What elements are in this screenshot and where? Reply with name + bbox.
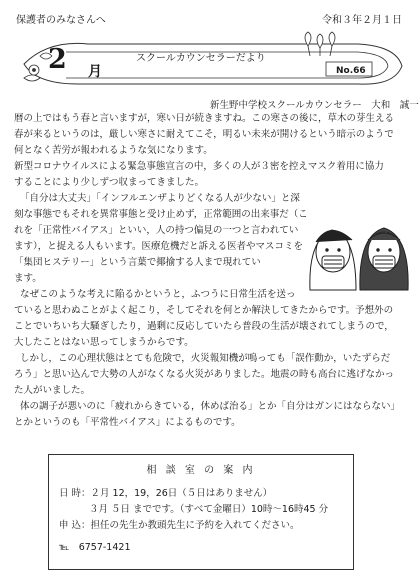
issue-number: No.66 [336, 66, 366, 76]
body-line: た人がいました。 [14, 385, 91, 396]
body-line: 「自分は大丈夫」「インフルエンザよりどくなる人が少ない」と深 [20, 193, 300, 204]
body-line: なぜこのような考えに陥るかというと，ふつうに日常生活を送っ [20, 289, 296, 300]
month-number: 2 [48, 44, 67, 75]
author-line: 新生野中学校スクールカウンセラー 大和 誠一 [210, 100, 419, 111]
body-line: 新型コロナウイルスによる緊急事態宣言の中，多くの人が３密を控えマスク着用に協力 [14, 161, 384, 172]
body-line: ていると思わぬことがよく起こり，そしてそれを何とか解決してきたからです。予想外の [14, 305, 394, 316]
consult-box-title: 相 談 室 の 案 内 [146, 465, 256, 476]
body-line: 何となく苦労が報われるような気になります。 [14, 145, 213, 156]
body-line: 刻な事態でもそれを異常事態と受け止めず，正常範囲の出来事だ（こ [14, 209, 308, 220]
body-line: しかし，この心理状態はとても危険で，火災報知機が鳴っても「誤作動か，いたずらだ [20, 353, 391, 364]
body-line: 大したことはない思ってしまうからです。 [14, 337, 194, 348]
masked-people-illustration [300, 200, 414, 296]
consult-tel: ℡ 6757-1421 [59, 542, 131, 553]
body-line: ことでいちいち大騒ぎしたり，過剰に反応していたら普段の生活が壊されてしまうので， [14, 321, 394, 332]
issue-date: 令和３年２月１日 [322, 15, 402, 26]
body-line: 体の調子が悪いのに「疲れからきている，休めば治る」とか「自分はガンにはならない」 [20, 401, 401, 412]
body-line: 暦の上ではもう春と言いますが，寒い日が続きますね。この寒さの後に，草木の芽生える [14, 113, 395, 124]
body-line: 「集団ヒステリー」という言葉で揶揄する人まで現れてい [14, 257, 261, 268]
recipient-line: 保護者のみなさんへ [16, 15, 106, 26]
newsletter-title: スクールカウンセラーだより [136, 53, 266, 64]
body-line: することにより少しずつ収まってきました。 [14, 177, 205, 188]
body-line: とかというのも「平常性バイアス」によるものです。 [14, 417, 241, 428]
consult-apply-line: 申 込：担任の先生か教頭先生に予約を入れてください。 [59, 520, 300, 531]
body-line: ろう」と思い込んで大勢の人がなくなる火災がありました。地震の時も高台に逃げなかっ [14, 369, 395, 380]
month-char: 月 [88, 64, 102, 80]
consultation-info-box [48, 454, 354, 570]
body-line: 春が来るというのは，厳しい寒さに耐えてこそ，明るい未来が開けるという暗示のようで [14, 129, 394, 140]
body-line: ます。 [14, 273, 42, 284]
consult-date-line-2: ３月 ５日 までです。（すべて金曜日）10時～16時45 分 [89, 504, 329, 515]
body-line: れを「正常性バイアス」といい，人の持つ偏見の一つと言われてい [14, 225, 299, 236]
consult-date-line: 日 時：２月 12，19，26日（５日はありません） [59, 488, 273, 499]
body-line: ます），と捉える人もいます。医療危機だと訴える医者やマスコミを [14, 241, 303, 252]
